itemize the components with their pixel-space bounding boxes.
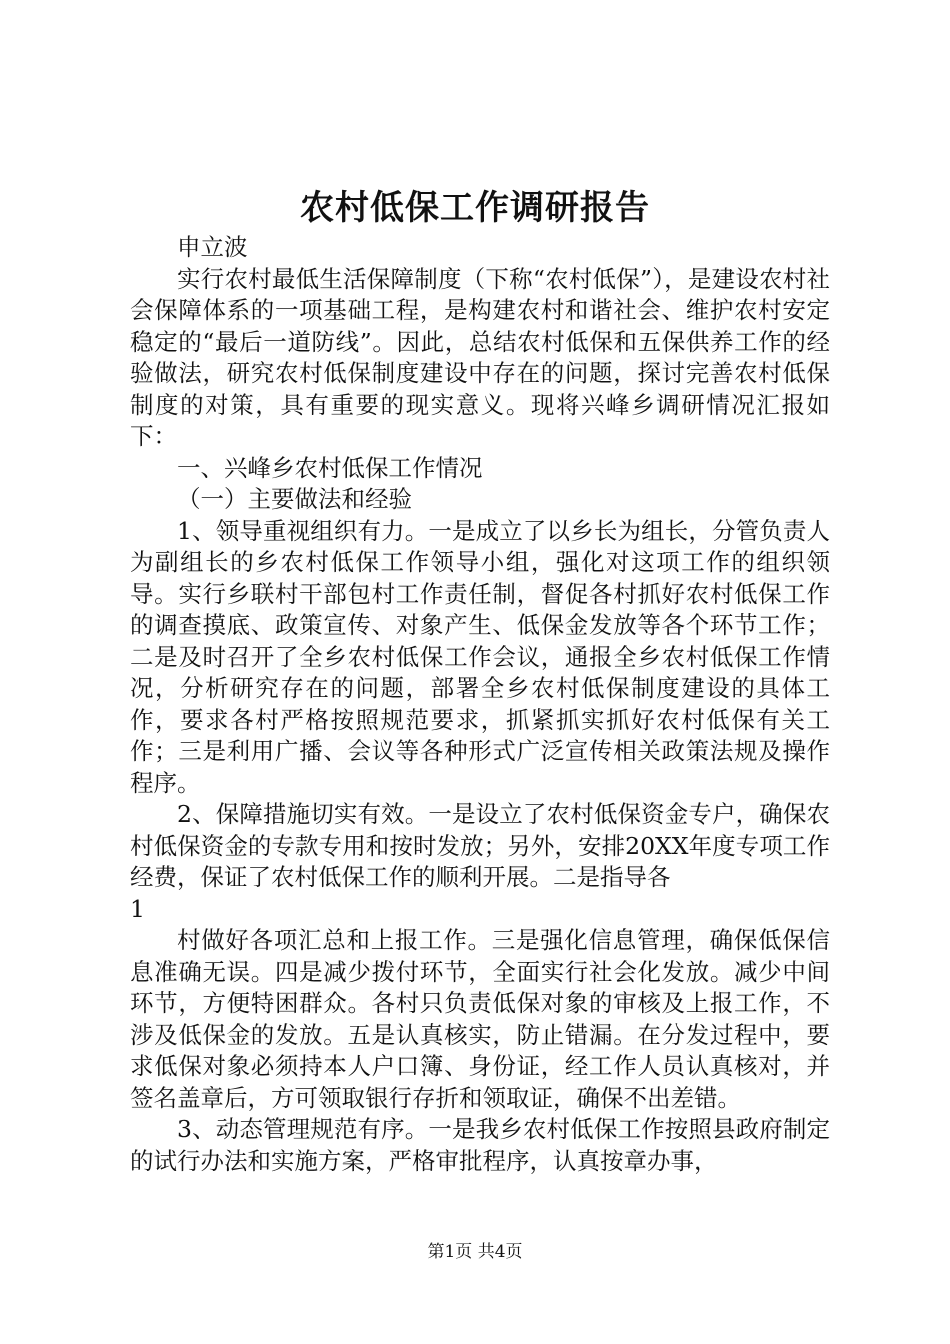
paragraph-continuation: 村做好各项汇总和上报工作。三是强化信息管理，确保低保信息准确无误。四是减少拨付环节，全面实行社会化发放。减少中间环节，方便特困群众。各村只负责低保对象的审核及上报工作，不涉及低保金的发放。五是认真核实，防止错漏。在分发过程中，要求低保对象必须持本人户口簿、身份证，经工作人员认真核对，并签名盖章后，方可领取银行存折和领取证，确保不出差错。 [130, 926, 830, 1112]
paragraph-item-3: 3、动态管理规范有序。一是我乡农村低保工作按照县政府制定的试行办法和实施方案，严格审批程序，认真按章办事， [130, 1115, 830, 1175]
paragraph-intro: 实行农村最低生活保障制度（下称“农村低保”），是建设农村社会保障体系的一项基础工程，是构建农村和谐社会、维护农村安定稳定的“最后一道防线”。因此，总结农村低保和五保供养工作的经验做法，研究农村低保制度建设中存在的问题，探讨完善农村低保制度的对策，具有重要的现实意义。现将兴峰乡调研情况汇报如下： [130, 264, 830, 450]
document-body [130, 232, 830, 1177]
page-break-marker: 1 [130, 894, 145, 923]
author-line: 申立波 [177, 233, 248, 261]
paragraph-item-2: 2、保障措施切实有效。一是设立了农村低保资金专户，确保农村低保资金的专款专用和按时发放；另外，安排20XX年度专项工作经费，保证了农村低保工作的顺利开展。二是指导各 [130, 800, 830, 891]
section-heading-1: 一、兴峰乡农村低保工作情况 [177, 453, 483, 482]
document-title: 农村低保工作调研报告 [300, 188, 650, 228]
subsection-heading-1: （一）主要做法和经验 [177, 485, 412, 513]
paragraph-item-1: 1、领导重视组织有力。一是成立了以乡长为组长，分管负责人为副组长的乡农村低保工作领导小组，强化对这项工作的组织领导。实行乡联村干部包村工作责任制，督促各村抓好农村低保工作的调查摸底、政策宣传、对象产生、低保金发放等各个环节工作；二是及时召开了全乡农村低保工作会议，通报全乡农村低保工作情况，分析研究存在的问题，部署全乡农村低保制度建设的具体工作，要求各村严格按照规范要求，抓紧抓实抓好农村低保有关工作；三是利用广播、会议等各种形式广泛宣传相关政策法规及操作程序。 [130, 516, 830, 797]
page-footer: 第1页 共4页 [427, 1242, 523, 1262]
